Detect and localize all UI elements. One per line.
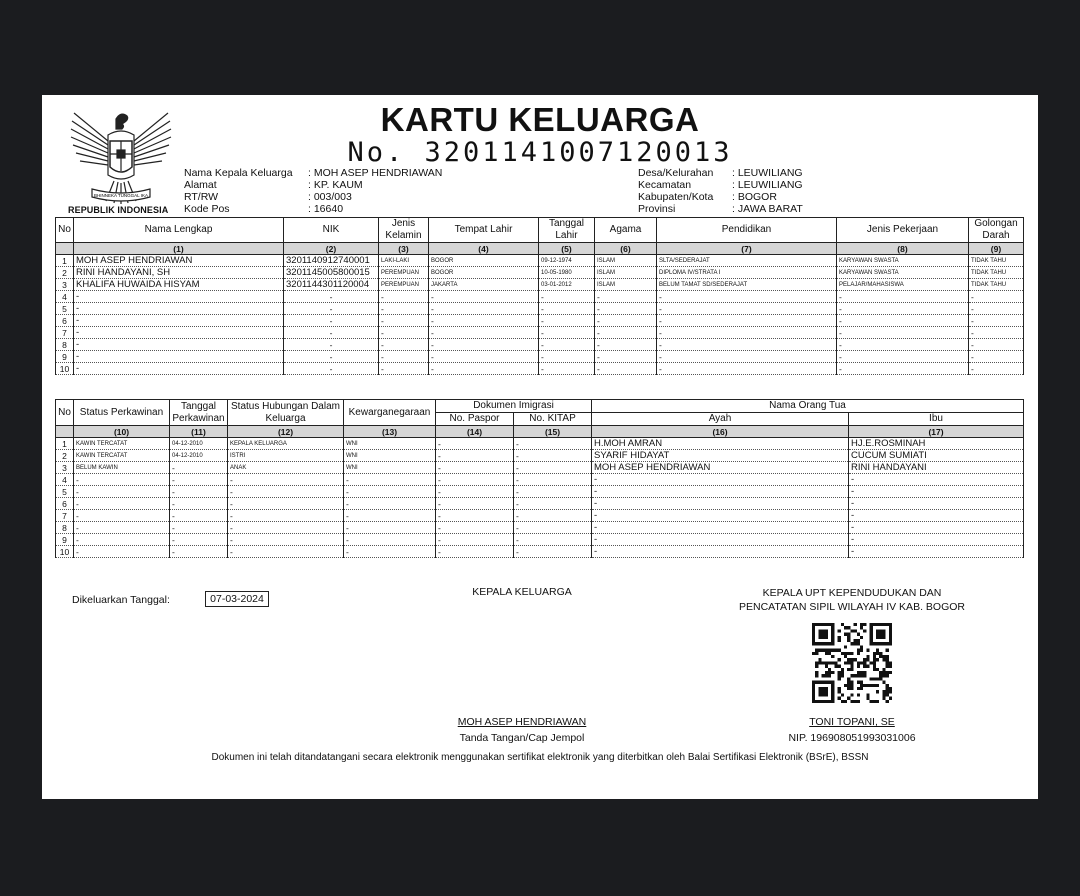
column-number xyxy=(56,426,74,438)
table-cell: - xyxy=(436,474,514,486)
table-cell: - xyxy=(170,510,228,522)
table-cell: - xyxy=(969,363,1024,375)
column-number: (9) xyxy=(969,243,1024,255)
table-cell: - xyxy=(969,315,1024,327)
table-cell: 04-12-2010 xyxy=(170,450,228,462)
qr-code-icon xyxy=(812,623,892,703)
table-cell: - xyxy=(849,486,1024,498)
table-row xyxy=(56,438,1024,450)
table-cell: - xyxy=(228,498,344,510)
family-card-number: No. 3201141007120013 xyxy=(347,137,733,168)
table-cell: - xyxy=(436,486,514,498)
table-row xyxy=(56,267,1024,279)
family-head-signature-title: KEPALA KELUARGA xyxy=(472,586,572,598)
table-cell: - xyxy=(595,291,657,303)
table-cell: - xyxy=(595,303,657,315)
info-row xyxy=(184,167,442,179)
table-cell: 1 xyxy=(56,255,74,267)
official-name: TONI TOPANI, SE xyxy=(809,716,895,728)
table-cell: - xyxy=(344,546,436,558)
table-cell: 10 xyxy=(56,363,74,375)
table-cell: - xyxy=(837,339,969,351)
table-cell: - xyxy=(170,534,228,546)
table-cell: - xyxy=(436,450,514,462)
column-number: (6) xyxy=(595,243,657,255)
info-value: : BOGOR xyxy=(732,191,777,203)
table-cell: - xyxy=(284,303,379,315)
info-label: Kode Pos xyxy=(184,203,230,215)
table-cell: KARYAWAN SWASTA xyxy=(837,267,969,279)
table-cell: - xyxy=(170,486,228,498)
table-cell: - xyxy=(429,315,539,327)
table-cell: - xyxy=(74,339,284,351)
table-cell: PEREMPUAN xyxy=(379,279,429,291)
column-number-row xyxy=(56,243,1024,255)
table-cell: - xyxy=(284,291,379,303)
column-header: Jenis Pekerjaan xyxy=(837,218,969,243)
table-cell: - xyxy=(170,546,228,558)
table-cell: MOH ASEP HENDRIAWAN xyxy=(592,462,849,474)
table-cell: - xyxy=(429,327,539,339)
info-row xyxy=(638,179,803,191)
table-cell: - xyxy=(429,363,539,375)
table-cell: WNI xyxy=(344,462,436,474)
table-cell: 10 xyxy=(56,546,74,558)
table-cell: BOGOR xyxy=(429,267,539,279)
table-cell: - xyxy=(379,291,429,303)
table-cell: - xyxy=(595,339,657,351)
table-cell: - xyxy=(379,351,429,363)
table-cell: - xyxy=(170,498,228,510)
table-cell: - xyxy=(379,339,429,351)
table-cell: - xyxy=(344,510,436,522)
info-value: : 003/003 xyxy=(308,191,352,203)
column-number xyxy=(56,243,74,255)
column-number: (7) xyxy=(657,243,837,255)
family-card-document xyxy=(42,95,1038,799)
table-row xyxy=(56,486,1024,498)
table-row xyxy=(56,279,1024,291)
table-cell: ISLAM xyxy=(595,255,657,267)
table-cell: - xyxy=(969,303,1024,315)
table-cell: HJ.E.ROSMINAH xyxy=(849,438,1024,450)
table-cell: - xyxy=(539,351,595,363)
table-cell: - xyxy=(74,363,284,375)
table-row xyxy=(56,363,1024,375)
table-cell: TIDAK TAHU xyxy=(969,255,1024,267)
table-cell: SLTA/SEDERAJAT xyxy=(657,255,837,267)
table-cell: - xyxy=(969,291,1024,303)
emblem-caption: REPUBLIK INDONESIA xyxy=(68,205,169,215)
table-cell: - xyxy=(379,303,429,315)
table-cell: - xyxy=(344,522,436,534)
table-row xyxy=(56,255,1024,267)
table-cell: - xyxy=(344,474,436,486)
table-row xyxy=(56,339,1024,351)
table-cell: - xyxy=(837,315,969,327)
table-cell: 5 xyxy=(56,486,74,498)
table-cell: 2 xyxy=(56,267,74,279)
table-cell: - xyxy=(849,534,1024,546)
table-cell: TIDAK TAHU xyxy=(969,267,1024,279)
table-cell: - xyxy=(657,351,837,363)
column-number: (14) xyxy=(436,426,514,438)
table-cell: 3 xyxy=(56,279,74,291)
table-cell: KAWIN TERCATAT xyxy=(74,438,170,450)
table-cell: RINI HANDAYANI xyxy=(849,462,1024,474)
table-cell: - xyxy=(592,546,849,558)
table-cell: ANAK xyxy=(228,462,344,474)
table-row xyxy=(56,474,1024,486)
info-label: Nama Kepala Keluarga xyxy=(184,167,293,179)
table-cell: - xyxy=(379,363,429,375)
table-cell: - xyxy=(595,327,657,339)
table-cell: 3201140912740001 xyxy=(284,255,379,267)
table-row xyxy=(56,351,1024,363)
table-cell: - xyxy=(74,510,170,522)
table-cell: - xyxy=(74,474,170,486)
table-cell: - xyxy=(344,534,436,546)
header-row xyxy=(56,218,1024,243)
table-cell: - xyxy=(514,522,592,534)
table-cell: 1 xyxy=(56,438,74,450)
table-cell: - xyxy=(849,510,1024,522)
table-cell: - xyxy=(514,498,592,510)
issued-date-value: 07-03-2024 xyxy=(205,591,269,607)
table-cell: - xyxy=(592,474,849,486)
table-cell: - xyxy=(170,522,228,534)
table-cell: 3201144301120004 xyxy=(284,279,379,291)
table-cell: - xyxy=(849,522,1024,534)
table-cell: 03-01-2012 xyxy=(539,279,595,291)
table-cell: PELAJAR/MAHASISWA xyxy=(837,279,969,291)
table-cell: - xyxy=(539,327,595,339)
table-cell: - xyxy=(514,486,592,498)
info-label: Alamat xyxy=(184,179,217,191)
issued-date-label: Dikeluarkan Tanggal: xyxy=(72,594,170,606)
column-number: (8) xyxy=(837,243,969,255)
info-value: : LEUWILIANG xyxy=(732,167,803,179)
family-status-table xyxy=(55,399,1024,558)
document-title: KARTU KELUARGA xyxy=(380,101,700,138)
table-cell: 2 xyxy=(56,450,74,462)
table-cell: - xyxy=(436,510,514,522)
table-cell: - xyxy=(657,339,837,351)
table-cell: 6 xyxy=(56,315,74,327)
table-cell: - xyxy=(74,486,170,498)
table-cell: - xyxy=(592,522,849,534)
table-cell: WNI xyxy=(344,438,436,450)
table-cell: WNI xyxy=(344,450,436,462)
table-cell: - xyxy=(657,303,837,315)
table-cell: 10-05-1980 xyxy=(539,267,595,279)
table-cell: - xyxy=(539,339,595,351)
table-cell: - xyxy=(592,534,849,546)
header-info-right xyxy=(638,167,803,215)
info-row xyxy=(638,203,803,215)
table-cell: - xyxy=(837,291,969,303)
info-value: : MOH ASEP HENDRIAWAN xyxy=(308,167,443,179)
table-cell: - xyxy=(74,534,170,546)
table-cell: H.MOH AMRAN xyxy=(592,438,849,450)
table-cell: KHALIFA HUWAIDA HISYAM xyxy=(74,279,284,291)
table-cell: - xyxy=(74,327,284,339)
table-cell: - xyxy=(379,327,429,339)
table-cell: - xyxy=(436,534,514,546)
table-cell: 04-12-2010 xyxy=(170,438,228,450)
table-cell: - xyxy=(228,546,344,558)
col-dokumen-imigrasi: Dokumen Imigrasi xyxy=(436,400,592,413)
column-header: No xyxy=(56,218,74,243)
table-cell: - xyxy=(514,510,592,522)
table-row xyxy=(56,303,1024,315)
info-row xyxy=(638,167,803,179)
table-cell: - xyxy=(539,303,595,315)
table-cell: - xyxy=(228,534,344,546)
column-header: Pendidikan xyxy=(657,218,837,243)
table-cell: - xyxy=(657,327,837,339)
table-cell: - xyxy=(344,498,436,510)
column-number: (13) xyxy=(344,426,436,438)
table-cell: - xyxy=(228,510,344,522)
col-status-hubungan: Status Hubungan Dalam Keluarga xyxy=(228,400,344,426)
official-nip: NIP. 196908051993031006 xyxy=(788,732,916,744)
table-cell: 3201145005800015 xyxy=(284,267,379,279)
info-value: : LEUWILIANG xyxy=(732,179,803,191)
table-cell: 6 xyxy=(56,498,74,510)
column-header: Tempat Lahir xyxy=(429,218,539,243)
col-no-kitap: No. KITAP xyxy=(514,413,592,426)
column-header: Jenis Kelamin xyxy=(379,218,429,243)
column-number: (12) xyxy=(228,426,344,438)
col-tanggal-perkawinan: Tanggal Perkawinan xyxy=(170,400,228,426)
table-cell: - xyxy=(657,315,837,327)
table-cell: 4 xyxy=(56,474,74,486)
table-cell: KARYAWAN SWASTA xyxy=(837,255,969,267)
table-cell: 7 xyxy=(56,327,74,339)
table-cell: - xyxy=(539,363,595,375)
col-no: No xyxy=(56,400,74,426)
table-cell: 3 xyxy=(56,462,74,474)
table-cell: KEPALA KELUARGA xyxy=(228,438,344,450)
table-cell: - xyxy=(379,315,429,327)
table-cell: - xyxy=(228,522,344,534)
table-cell: - xyxy=(514,534,592,546)
table-cell: LAKI-LAKI xyxy=(379,255,429,267)
table-cell: - xyxy=(228,486,344,498)
family-members-table xyxy=(55,217,1024,375)
info-label: RT/RW xyxy=(184,191,219,203)
column-number: (15) xyxy=(514,426,592,438)
table-cell: - xyxy=(837,303,969,315)
table-row xyxy=(56,327,1024,339)
table-cell: - xyxy=(592,498,849,510)
table-cell: - xyxy=(592,486,849,498)
table-cell: RINI HANDAYANI, SH xyxy=(74,267,284,279)
table-cell: - xyxy=(514,438,592,450)
col-ayah: Ayah xyxy=(592,413,849,426)
table-cell: - xyxy=(74,351,284,363)
table-cell: - xyxy=(74,522,170,534)
table-cell: - xyxy=(436,438,514,450)
table-cell: - xyxy=(837,363,969,375)
info-label: Kecamatan xyxy=(638,179,692,191)
table-cell: - xyxy=(514,462,592,474)
table-cell: 4 xyxy=(56,291,74,303)
table-cell: 09-12-1974 xyxy=(539,255,595,267)
table-cell: - xyxy=(284,351,379,363)
info-value: : KP. KAUM xyxy=(308,179,363,191)
col-kewarganegaraan: Kewarganegaraan xyxy=(344,400,436,426)
column-number: (10) xyxy=(74,426,170,438)
table-row xyxy=(56,546,1024,558)
table-cell: - xyxy=(74,546,170,558)
table-cell: 7 xyxy=(56,510,74,522)
table-cell: ISTRI xyxy=(228,450,344,462)
table-cell: - xyxy=(74,291,284,303)
col-ibu: Ibu xyxy=(849,413,1024,426)
column-number: (4) xyxy=(429,243,539,255)
table-cell: - xyxy=(436,546,514,558)
table-cell: - xyxy=(429,291,539,303)
table-cell: - xyxy=(514,450,592,462)
table-cell: - xyxy=(436,498,514,510)
table-cell: BELUM KAWIN xyxy=(74,462,170,474)
table-row xyxy=(56,315,1024,327)
info-row xyxy=(638,191,803,203)
signature-caption: Tanda Tangan/Cap Jempol xyxy=(459,732,585,744)
table-cell: - xyxy=(284,315,379,327)
table-cell: - xyxy=(539,315,595,327)
column-header: Nama Lengkap xyxy=(74,218,284,243)
svg-text:BHINNEKA TUNGGAL IKA: BHINNEKA TUNGGAL IKA xyxy=(93,193,149,198)
table-cell: - xyxy=(429,351,539,363)
info-row xyxy=(184,191,442,203)
table-cell: - xyxy=(514,546,592,558)
table-cell: - xyxy=(284,363,379,375)
table-cell: - xyxy=(228,474,344,486)
column-number: (16) xyxy=(592,426,849,438)
table-cell: - xyxy=(969,339,1024,351)
table-cell: JAKARTA xyxy=(429,279,539,291)
table-cell: - xyxy=(837,351,969,363)
table-cell: PEREMPUAN xyxy=(379,267,429,279)
column-number: (3) xyxy=(379,243,429,255)
info-value: : 16640 xyxy=(308,203,344,215)
table-cell: - xyxy=(595,363,657,375)
official-title-line-1: KEPALA UPT KEPENDUDUKAN DAN xyxy=(762,587,942,599)
table-row xyxy=(56,498,1024,510)
table-cell: - xyxy=(849,546,1024,558)
table-cell: - xyxy=(969,351,1024,363)
table-cell: ISLAM xyxy=(595,279,657,291)
col-status-perkawinan: Status Perkawinan xyxy=(74,400,170,426)
table-row xyxy=(56,291,1024,303)
official-signature-title xyxy=(702,586,1002,614)
table-cell: MOH ASEP HENDRIAWAN xyxy=(74,255,284,267)
info-value: : JAWA BARAT xyxy=(732,203,803,215)
column-number: (2) xyxy=(284,243,379,255)
table-cell: - xyxy=(74,315,284,327)
table-cell: 8 xyxy=(56,339,74,351)
info-label: Kabupaten/Kota xyxy=(638,191,714,203)
column-number: (17) xyxy=(849,426,1024,438)
info-label: Desa/Kelurahan xyxy=(638,167,714,179)
table-row xyxy=(56,534,1024,546)
table-cell: - xyxy=(595,351,657,363)
official-title-line-2: PENCATATAN SIPIL WILAYAH IV KAB. BOGOR xyxy=(739,601,965,613)
table-cell: - xyxy=(657,363,837,375)
table-cell: - xyxy=(429,339,539,351)
table-row xyxy=(56,510,1024,522)
table-cell: - xyxy=(74,498,170,510)
column-number: (1) xyxy=(74,243,284,255)
table-cell: - xyxy=(74,303,284,315)
table-row xyxy=(56,462,1024,474)
table-cell: 9 xyxy=(56,351,74,363)
col-nama-orang-tua: Nama Orang Tua xyxy=(592,400,1024,413)
table-cell: KAWIN TERCATAT xyxy=(74,450,170,462)
column-header: Agama xyxy=(595,218,657,243)
table-cell: ISLAM xyxy=(595,267,657,279)
table-cell: - xyxy=(657,291,837,303)
table-cell: - xyxy=(539,291,595,303)
table-cell: - xyxy=(429,303,539,315)
info-row xyxy=(184,203,442,215)
table-cell: - xyxy=(595,315,657,327)
header-info-left xyxy=(184,167,442,215)
table-cell: - xyxy=(284,327,379,339)
table-cell: - xyxy=(170,474,228,486)
table-cell: - xyxy=(849,474,1024,486)
table-cell: SYARIF HIDAYAT xyxy=(592,450,849,462)
electronic-signature-note: Dokumen ini telah ditandatangani secara elektronik menggunakan sertifikat elektronik yang diterbitkan oleh Balai Sertifikasi Elektronik (BSrE), BSSN xyxy=(211,752,869,763)
table-cell: - xyxy=(344,486,436,498)
table-cell: 5 xyxy=(56,303,74,315)
table-cell: - xyxy=(284,339,379,351)
table-cell: CUCUM SUMIATI xyxy=(849,450,1024,462)
table-cell: - xyxy=(592,510,849,522)
info-row xyxy=(184,179,442,191)
column-header: Tanggal Lahir xyxy=(539,218,595,243)
table-cell: DIPLOMA IV/STRATA I xyxy=(657,267,837,279)
table-row xyxy=(56,450,1024,462)
table-cell: BELUM TAMAT SD/SEDERAJAT xyxy=(657,279,837,291)
column-number-row xyxy=(56,426,1024,438)
family-head-name: MOH ASEP HENDRIAWAN xyxy=(457,716,587,728)
table-row xyxy=(56,522,1024,534)
table-cell: - xyxy=(170,462,228,474)
table-cell: 8 xyxy=(56,522,74,534)
info-label: Provinsi xyxy=(638,203,676,215)
column-header: NIK xyxy=(284,218,379,243)
column-header: Golongan Darah xyxy=(969,218,1024,243)
table-cell: - xyxy=(436,462,514,474)
table-cell: BOGOR xyxy=(429,255,539,267)
table-cell: - xyxy=(849,498,1024,510)
table-cell: - xyxy=(514,474,592,486)
col-no-paspor: No. Paspor xyxy=(436,413,514,426)
table-cell: - xyxy=(969,327,1024,339)
column-number: (11) xyxy=(170,426,228,438)
table-cell: - xyxy=(837,327,969,339)
column-number: (5) xyxy=(539,243,595,255)
table-cell: 9 xyxy=(56,534,74,546)
table-cell: - xyxy=(436,522,514,534)
table-cell: TIDAK TAHU xyxy=(969,279,1024,291)
